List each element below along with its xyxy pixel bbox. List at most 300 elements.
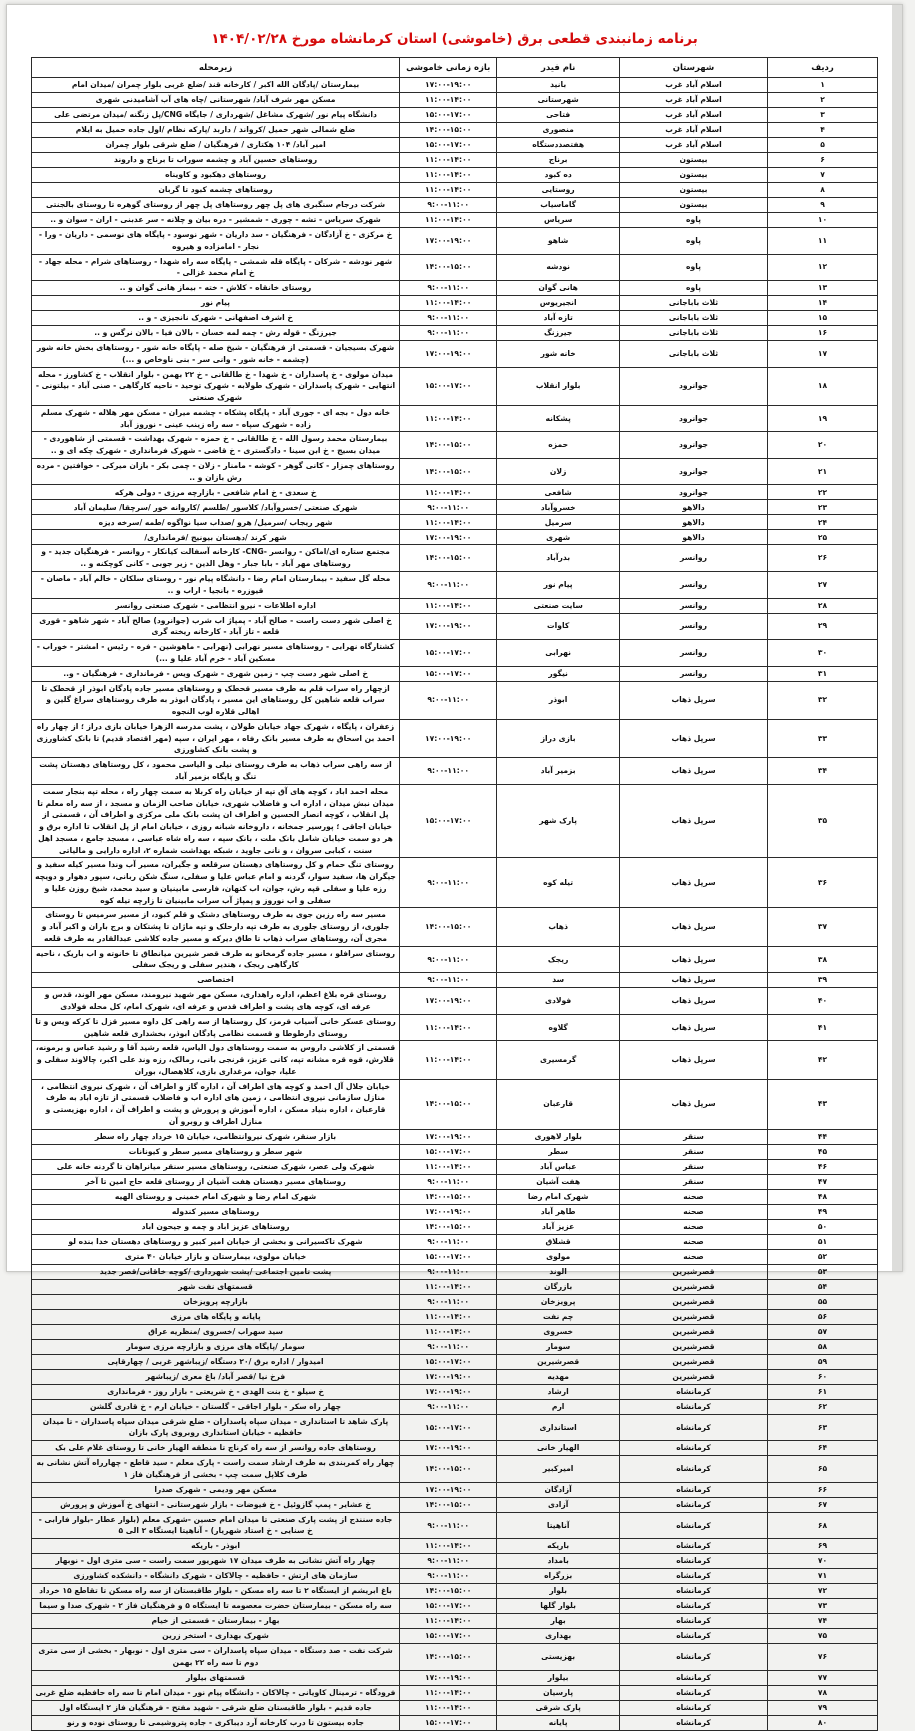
feeder-name-cell: آزادگان xyxy=(497,1482,620,1497)
subarea-cell: روستاهای دهکبود و کاویناه xyxy=(32,168,400,183)
feeder-name-cell: فولادی xyxy=(497,988,620,1015)
row-number-cell: ۱۲ xyxy=(768,254,878,281)
time-window-cell: ۹:۰۰-۱۱:۰۰ xyxy=(400,281,497,296)
county-cell: سرپل ذهاب xyxy=(619,946,767,973)
row-number-cell: ۹ xyxy=(768,198,878,213)
feeder-name-cell: بهداری xyxy=(497,1629,620,1644)
subarea-cell: ازچهار راه سراب قلم به طرف مسیر قحطک و روستاهای مسیر جاده پادگان ابوذر از قحطک تا سراب قلعه شاهین کل روستاهای این مسیر ، پادگان ابوذر به طرف روستاهای سراغ گلین و اهالی قلاره لوب النجوه xyxy=(32,681,400,719)
row-number-cell: ۴۴ xyxy=(768,1129,878,1144)
time-window-cell: ۱۱:۰۰-۱۴:۰۰ xyxy=(400,1041,497,1079)
table-row xyxy=(32,500,878,515)
row-number-cell: ۲۳ xyxy=(768,500,878,515)
time-window-cell: ۱۵:۰۰-۱۷:۰۰ xyxy=(400,1249,497,1264)
county-cell: صحنه xyxy=(619,1189,767,1204)
subarea-cell: روستای عسکر خانی آسیاب قرمز، کل روستاها از سه راهی کل داوه مسیر قزل تا کرکه ویس و تا روستای دارطوطا و قسمت نظامی پادگان ابوذر، بخشداری قلعه شاهین xyxy=(32,1014,400,1041)
county-cell: دالاهو xyxy=(619,530,767,545)
table-row xyxy=(32,405,878,432)
table-row xyxy=(32,1539,878,1554)
subarea-cell: امیدوار / اداره برق /۲۰ دستگاه /زیباشهر غربی / چهارقاپی xyxy=(32,1354,400,1369)
time-window-cell: ۱۴:۰۰-۱۵:۰۰ xyxy=(400,1584,497,1599)
feeder-name-cell: بامداد xyxy=(497,1554,620,1569)
subarea-cell: پارک شاهد تا استانداری - میدان سپاه پاسداران - ضلع شرقی میدان سپاه پاسداران - تا میدان حافظیه - خیابان استانداری روبروی پارک بازان xyxy=(32,1414,400,1441)
feeder-name-cell: قشلاق xyxy=(497,1234,620,1249)
table-row xyxy=(32,1189,878,1204)
county-cell: بیستون xyxy=(619,198,767,213)
feeder-name-cell: ریجک xyxy=(497,946,620,973)
table-row xyxy=(32,908,878,946)
time-window-cell: ۱۷:۰۰-۱۹:۰۰ xyxy=(400,613,497,640)
scanned-page xyxy=(6,4,903,1727)
feeder-name-cell: سایت صنعتی xyxy=(497,598,620,613)
row-number-cell: ۶۱ xyxy=(768,1384,878,1399)
subarea-cell: روستای سرافلو ، مسیر جاده گرمخانو به طرف قصر شیرین میانطاق تا خانوته و اب باریک ، ناحیه کارگاهی ریجک ، هندیر سفلی و ریجک سفلی xyxy=(32,946,400,973)
subarea-cell: شرکت نفت - صد دستگاه - میدان سپاه پاسداران - سی متری اول - نوبهار - بخشی از سی متری دوم تا سه راه ۲۲ بهمن xyxy=(32,1644,400,1671)
county-cell: ثلاث باباجانی xyxy=(619,311,767,326)
subarea-cell: خ اشرف اصفهانی - شهرک نانجیزی - و .. xyxy=(32,311,400,326)
subarea-cell: بهار - بیمارستان - قسمتی از خیام xyxy=(32,1614,400,1629)
time-window-cell: ۱۷:۰۰-۱۹:۰۰ xyxy=(400,341,497,368)
time-window-cell: ۱۷:۰۰-۱۹:۰۰ xyxy=(400,988,497,1015)
subarea-cell: شهر کرند /دهستان بیونیج /فرمانداری/ xyxy=(32,530,400,545)
feeder-name-cell: ارشاد xyxy=(497,1384,620,1399)
time-window-cell: ۹:۰۰-۱۱:۰۰ xyxy=(400,946,497,973)
subarea-cell: بیمارستان /پادگان الله اکبر / کارخانه قند /ضلع غربی بلوار چمران /میدان امام xyxy=(32,78,400,93)
time-window-cell: ۱۷:۰۰-۱۹:۰۰ xyxy=(400,1670,497,1685)
feeder-name-cell: خانه شور xyxy=(497,341,620,368)
feeder-name-cell: تازه آباد xyxy=(497,311,620,326)
row-number-cell: ۵۹ xyxy=(768,1354,878,1369)
column-header-time-window: بازه زمانی خاموشی xyxy=(400,58,497,78)
time-window-cell: ۱۴:۰۰-۱۵:۰۰ xyxy=(400,1079,497,1129)
subarea-cell: اداره اطلاعات - نیرو انتظامی - شهرک صنعتی روانسر xyxy=(32,598,400,613)
table-row xyxy=(32,640,878,667)
time-window-cell: ۹:۰۰-۱۱:۰۰ xyxy=(400,1399,497,1414)
feeder-name-cell: مولوی xyxy=(497,1249,620,1264)
feeder-name-cell: جیرزنگ xyxy=(497,326,620,341)
county-cell: ثلاث باباجانی xyxy=(619,341,767,368)
subarea-cell: خ سیلو - خ بنت الهدی - خ شریعتی - بازار روز - فرمانداری xyxy=(32,1384,400,1399)
table-row xyxy=(32,1144,878,1159)
county-cell: بیستون xyxy=(619,168,767,183)
row-number-cell: ۳۴ xyxy=(768,758,878,785)
county-cell: بیستون xyxy=(619,153,767,168)
county-cell: سرپل ذهاب xyxy=(619,908,767,946)
time-window-cell: ۱۵:۰۰-۱۷:۰۰ xyxy=(400,1599,497,1614)
table-row xyxy=(32,946,878,973)
row-number-cell: ۱۳ xyxy=(768,281,878,296)
feeder-name-cell: بازی دراز xyxy=(497,719,620,757)
time-window-cell: ۱۵:۰۰-۱۷:۰۰ xyxy=(400,1715,497,1730)
table-row xyxy=(32,213,878,228)
row-number-cell: ۳۸ xyxy=(768,946,878,973)
time-window-cell: ۱۱:۰۰-۱۴:۰۰ xyxy=(400,1700,497,1715)
county-cell: قصرشیرین xyxy=(619,1294,767,1309)
subarea-cell: روستای تنگ حمام و کل روستاهای دهستان سرقلعه و جگیران، مسیر آب وندا مسیر کیله سفید و جیگران ها، سفید سوار، گردنه و امام عباس علیا و سفلی، سنگ شکن ربانی، سپور دهوار و دویچه رزه علیا و سفلی قپه رش، جوان، اب کنهان، فارسی مابینیان و سید محمد، شیخ روزن علیا و سفلی و اب نوروز و پمپاژ آب سراب مابینیان تا زارچه تیله کوه xyxy=(32,858,400,908)
table-row xyxy=(32,1204,878,1219)
time-window-cell: ۱۱:۰۰-۱۴:۰۰ xyxy=(400,168,497,183)
table-row xyxy=(32,598,878,613)
time-window-cell: ۹:۰۰-۱۱:۰۰ xyxy=(400,1569,497,1584)
time-window-cell: ۱۱:۰۰-۱۴:۰۰ xyxy=(400,153,497,168)
subarea-cell: خ مرکزی - خ آزادگان - فرهنگیان - سد داریان - شهر نوسود - پایگاه های نوسمی - داریان - ورا - نجار - امامزاده و هیروه xyxy=(32,228,400,255)
table-row xyxy=(32,1482,878,1497)
feeder-name-cell: سریاس xyxy=(497,213,620,228)
row-number-cell: ۲۱ xyxy=(768,458,878,485)
table-row xyxy=(32,1279,878,1294)
table-row xyxy=(32,1234,878,1249)
feeder-name-cell: زلان xyxy=(497,458,620,485)
subarea-cell: قسمتهای بیلوار xyxy=(32,1670,400,1685)
feeder-name-cell: باریکه xyxy=(497,1539,620,1554)
table-row xyxy=(32,78,878,93)
time-window-cell: ۹:۰۰-۱۱:۰۰ xyxy=(400,1512,497,1539)
subarea-cell: سازمان های ارتش - حافظیه - چالاکان - شهرک دانشگاه - دانشکده کشاورزی xyxy=(32,1569,400,1584)
time-window-cell: ۱۱:۰۰-۱۴:۰۰ xyxy=(400,1279,497,1294)
subarea-cell: خانه دول - بجه ای - جوری آباد - پایگاه پشکاه - چشمه میران - مسکن مهر هلاله - شهرک مسلم زاده - شهرک سپاه - سه راه زینب عینی - نوروز آباد xyxy=(32,405,400,432)
subarea-cell: شهرک امام رضا و شهرک امام خمینی و روستای الهیه xyxy=(32,1189,400,1204)
row-number-cell: ۷۷ xyxy=(768,1670,878,1685)
county-cell: جوانرود xyxy=(619,405,767,432)
subarea-cell: بازارچه پرویزخان xyxy=(32,1294,400,1309)
feeder-name-cell: بیلوار xyxy=(497,1670,620,1685)
table-row xyxy=(32,858,878,908)
feeder-name-cell: هانی گوان xyxy=(497,281,620,296)
time-window-cell: ۱۷:۰۰-۱۹:۰۰ xyxy=(400,530,497,545)
county-cell: کرمانشاه xyxy=(619,1584,767,1599)
time-window-cell: ۱۵:۰۰-۱۷:۰۰ xyxy=(400,1629,497,1644)
table-row xyxy=(32,1644,878,1671)
row-number-cell: ۵۶ xyxy=(768,1309,878,1324)
county-cell: دالاهو xyxy=(619,515,767,530)
time-window-cell: ۱۵:۰۰-۱۷:۰۰ xyxy=(400,666,497,681)
feeder-name-cell: هفتصددستگاه xyxy=(497,138,620,153)
row-number-cell: ۱۱ xyxy=(768,228,878,255)
feeder-name-cell: تیله کوه xyxy=(497,858,620,908)
time-window-cell: ۹:۰۰-۱۱:۰۰ xyxy=(400,758,497,785)
feeder-name-cell: بلوار لاهوری xyxy=(497,1129,620,1144)
feeder-name-cell: آناهیتا xyxy=(497,1512,620,1539)
feeder-name-cell: شافعی xyxy=(497,485,620,500)
table-row xyxy=(32,1512,878,1539)
feeder-name-cell: نهرابی xyxy=(497,640,620,667)
subarea-cell: روستاهای جاده روانسر از سه راه کرناچ تا منطقه الهیار خانی تا روستای غلام علی بک xyxy=(32,1441,400,1456)
column-header-feeder: نام فیدر xyxy=(497,58,620,78)
feeder-name-cell: پشکانه xyxy=(497,405,620,432)
time-window-cell: ۹:۰۰-۱۱:۰۰ xyxy=(400,1294,497,1309)
time-window-cell: ۱۱:۰۰-۱۴:۰۰ xyxy=(400,1014,497,1041)
row-number-cell: ۴۸ xyxy=(768,1189,878,1204)
subarea-cell: فرودگاه - ترمینال کاویانی - چالاکان - دانشگاه پیام نور - میدان امام تا سه راه حافظیه ضلع غربی xyxy=(32,1685,400,1700)
subarea-cell: قسمتهای نفت شهر xyxy=(32,1279,400,1294)
time-window-cell: ۱۵:۰۰-۱۷:۰۰ xyxy=(400,784,497,858)
time-window-cell: ۱۵:۰۰-۱۷:۰۰ xyxy=(400,1144,497,1159)
table-row xyxy=(32,1324,878,1339)
row-number-cell: ۲۶ xyxy=(768,545,878,572)
feeder-name-cell: بازرگان xyxy=(497,1279,620,1294)
row-number-cell: ۶۳ xyxy=(768,1414,878,1441)
county-cell: کرمانشاه xyxy=(619,1497,767,1512)
feeder-name-cell: سطر xyxy=(497,1144,620,1159)
feeder-name-cell: بلوار گلها xyxy=(497,1599,620,1614)
county-cell: صحنه xyxy=(619,1219,767,1234)
county-cell: کرمانشاه xyxy=(619,1456,767,1483)
time-window-cell: ۹:۰۰-۱۱:۰۰ xyxy=(400,681,497,719)
row-number-cell: ۲۲ xyxy=(768,485,878,500)
table-row xyxy=(32,530,878,545)
table-row xyxy=(32,719,878,757)
time-window-cell: ۱۱:۰۰-۱۴:۰۰ xyxy=(400,515,497,530)
subarea-cell: خ اصلی شهر دست چپ - زمین شهری - شهرک ویس - فرمانداری - فرهنگیان - و.. xyxy=(32,666,400,681)
subarea-cell: سه راه مسکن - بیمارستان حضرت معصومه تا ایستگاه ۵ و فرهنگیان فاز ۲ - شهرک صدا و سیما xyxy=(32,1599,400,1614)
county-cell: سرپل ذهاب xyxy=(619,1079,767,1129)
county-cell: کرمانشاه xyxy=(619,1700,767,1715)
table-row xyxy=(32,1129,878,1144)
county-cell: سرپل ذهاب xyxy=(619,1014,767,1041)
row-number-cell: ۷۳ xyxy=(768,1599,878,1614)
table-row xyxy=(32,1309,878,1324)
time-window-cell: ۱۴:۰۰-۱۵:۰۰ xyxy=(400,1456,497,1483)
table-row xyxy=(32,1715,878,1730)
table-row xyxy=(32,198,878,213)
time-window-cell: ۱۴:۰۰-۱۵:۰۰ xyxy=(400,1189,497,1204)
table-row xyxy=(32,681,878,719)
table-row xyxy=(32,1441,878,1456)
row-number-cell: ۳۲ xyxy=(768,681,878,719)
feeder-name-cell: روستایی xyxy=(497,183,620,198)
subarea-cell: چهار راه آتش نشانی به طرف میدان ۱۷ شهریور سمت راست - سی متری اول - نوبهار xyxy=(32,1554,400,1569)
subarea-cell: زعفران ، پایگاه ، شهرک جهاد خیابان طولان ، پشت مدرسه الزهرا خیابان بازی دراز ؛ از چهار راه احمد بن اسحاق به طرف مسیر بانک رفاه ، مهر ایران ، سپه (مهر اقتصاد قدیم) تا بانک کشاورزی و پشت بانک کشاورزی xyxy=(32,719,400,757)
time-window-cell: ۱۵:۰۰-۱۷:۰۰ xyxy=(400,138,497,153)
county-cell: سرپل ذهاب xyxy=(619,1041,767,1079)
time-window-cell: ۱۴:۰۰-۱۵:۰۰ xyxy=(400,1219,497,1234)
feeder-name-cell: شهرک امام رضا xyxy=(497,1189,620,1204)
county-cell: اسلام آباد غرب xyxy=(619,138,767,153)
subarea-cell: قسمتی از کلاشی داروس به سمت روستاهای دول الیاس، قلعه رشید آقا و رشید عباس و برمونه، قلارش، قوه قره مشانه تپه، کانی عزیز، قرنجی بانی، رمالک، رزه وند علی اکبر، چالاوند سفلی و علیا، جوان، مرغداری بازی، کلاهصال، بوران xyxy=(32,1041,400,1079)
feeder-name-cell: ارم xyxy=(497,1399,620,1414)
time-window-cell: ۱۵:۰۰-۱۷:۰۰ xyxy=(400,1354,497,1369)
county-cell: اسلام آباد غرب xyxy=(619,93,767,108)
subarea-cell: روستای قره بلاغ اعظم، اداره راهداری، مسکن مهر شهید نیرومند، مسکن مهر الوند، قدس و عرفه ای، کوچه های پشت و اطراف قدس و عرفه ای، شهرک امام، کل محله فولادی xyxy=(32,988,400,1015)
row-number-cell: ۱۰ xyxy=(768,213,878,228)
subarea-cell: شهرک بسیجیان - قسمتی از فرهنگیان - شیخ صله - پایگاه خانه شور - روستاهای بخش خانه شور (چشمه - خانه شور - وانی سر - بنی ناوخاص و ...) xyxy=(32,341,400,368)
subarea-cell: مسیر سه راه رزین جوی به طرف روستاهای دشتک و قلم کبود، از مسیر سرمیس تا روستای جلوری، از روستای جلوری به طرف تپه دارحلک و تپه ماژان تا پشتکان و برج باران و اکبر آباد و مجری آن، روستاهای سراب ذهاب تا طاق دیرکه و مسیر جاده کلاشی عبدالقادر به طرف قلعه xyxy=(32,908,400,946)
row-number-cell: ۷۰ xyxy=(768,1554,878,1569)
feeder-name-cell: نودشه xyxy=(497,254,620,281)
row-number-cell: ۶۸ xyxy=(768,1512,878,1539)
row-number-cell: ۱۵ xyxy=(768,311,878,326)
county-cell: صحنه xyxy=(619,1204,767,1219)
table-row xyxy=(32,1497,878,1512)
table-row xyxy=(32,254,878,281)
county-cell: کرمانشاه xyxy=(619,1414,767,1441)
county-cell: بیستون xyxy=(619,183,767,198)
county-cell: پاوه xyxy=(619,213,767,228)
feeder-name-cell: بزمیر آباد xyxy=(497,758,620,785)
subarea-cell: پیام نور xyxy=(32,296,400,311)
feeder-name-cell: قصرشیرین xyxy=(497,1354,620,1369)
row-number-cell: ۷ xyxy=(768,168,878,183)
feeder-name-cell: شاهو xyxy=(497,228,620,255)
row-number-cell: ۲۹ xyxy=(768,613,878,640)
scan-edge-artifact xyxy=(892,5,902,1271)
county-cell: روانسر xyxy=(619,666,767,681)
county-cell: پاوه xyxy=(619,254,767,281)
county-cell: سرپل ذهاب xyxy=(619,988,767,1015)
row-number-cell: ۴۰ xyxy=(768,988,878,1015)
feeder-name-cell: بلوار انقلاب xyxy=(497,367,620,405)
feeder-name-cell: الوند xyxy=(497,1264,620,1279)
subarea-cell: شهر ریجاب /سرمیل/ هرو /صداب سیا نواگوه /طمه /سرخه دیزه xyxy=(32,515,400,530)
county-cell: جوانرود xyxy=(619,367,767,405)
subarea-cell: اختصاصی xyxy=(32,973,400,988)
feeder-name-cell: الهیار خانی xyxy=(497,1441,620,1456)
row-number-cell: ۲۵ xyxy=(768,530,878,545)
feeder-name-cell: پرویزخان xyxy=(497,1294,620,1309)
feeder-name-cell: هفت آشیان xyxy=(497,1174,620,1189)
subarea-cell: دانشگاه پیام نور /شهرک مشاغل /شهرداری / جایگاه CNG/پل زنگنه /میدان مرتضی علی xyxy=(32,108,400,123)
time-window-cell: ۱۱:۰۰-۱۴:۰۰ xyxy=(400,598,497,613)
table-row xyxy=(32,138,878,153)
time-window-cell: ۹:۰۰-۱۱:۰۰ xyxy=(400,572,497,599)
county-cell: جوانرود xyxy=(619,432,767,459)
feeder-name-cell: طاهر آباد xyxy=(497,1204,620,1219)
table-row xyxy=(32,1554,878,1569)
table-row xyxy=(32,367,878,405)
table-row xyxy=(32,432,878,459)
county-cell: روانسر xyxy=(619,598,767,613)
subarea-cell: میدان مولوی - خ پاسداران - خ شهدا - خ طالقانی - خ ۲۲ بهمن - بلوار انقلاب - خ کشاورز - محله انتهایی - شهرک پاسداران - شهرک طولابه - شهرک توحید - ناحیه کارگاهی - صنی آباد - بیلتونی - شهرک صنعتی xyxy=(32,367,400,405)
table-row xyxy=(32,1384,878,1399)
feeder-name-cell: گرمسیری xyxy=(497,1041,620,1079)
time-window-cell: ۱۷:۰۰-۱۹:۰۰ xyxy=(400,1482,497,1497)
row-number-cell: ۱۹ xyxy=(768,405,878,432)
feeder-name-cell: شهرستانی xyxy=(497,93,620,108)
county-cell: پاوه xyxy=(619,228,767,255)
table-row xyxy=(32,341,878,368)
time-window-cell: ۱۱:۰۰-۱۴:۰۰ xyxy=(400,1685,497,1700)
time-window-cell: ۱۷:۰۰-۱۹:۰۰ xyxy=(400,228,497,255)
subarea-cell: شهر سطر و روستاهای مسیر سطر و کیونانات xyxy=(32,1144,400,1159)
subarea-cell: شهرک سریاس - تشه - چوری - شمشیر - دره بیان و چلانه - سر عدبنی - اران - سوان و .. xyxy=(32,213,400,228)
subarea-cell: بازار سنقر، شهرک نیروانتظامی، خیابان ۱۵ خرداد چهار راه سطر xyxy=(32,1129,400,1144)
table-row xyxy=(32,572,878,599)
column-header-row-number: ردیف xyxy=(768,58,878,78)
table-row xyxy=(32,784,878,858)
table-row xyxy=(32,1264,878,1279)
county-cell: کرمانشاه xyxy=(619,1629,767,1644)
feeder-name-cell: بهزیستی xyxy=(497,1644,620,1671)
time-window-cell: ۱۷:۰۰-۱۹:۰۰ xyxy=(400,1204,497,1219)
row-number-cell: ۱۶ xyxy=(768,326,878,341)
feeder-name-cell: پیام نور xyxy=(497,572,620,599)
time-window-cell: ۹:۰۰-۱۱:۰۰ xyxy=(400,858,497,908)
subarea-cell: محله احمد اباد ، کوچه های آق تپه از خیابان راه کربلا به سمت چهار راه ، محله تپه بنجار سمت میدان نبش میدان ، اداره اب و فاضلاب شهری، خیابان صاحب الزمان و مسجد ، از سه راه معلم تا پل انقلاب ، کوچه انصار الحسین و اطراف ان پشت بانک ملی مرکزی و اطراف آن ، قسمتی از خیابان اجاقی ؛ پورسیر جمخانه ، داروخانه شبانه روزی ، خیابان امام از پل انقلاب تا اداره برق و هر دو سمت خیابان شامل بانک ملت ، بانک سپه ، سه راه شاه عباسی ، مسجد جامع ، مسجد اهل سنت ، کبابی سروان ، و نانی جاوید ، شبکه بهداشت شماره ۲، اداره دارایی و مالیاتی xyxy=(32,784,400,858)
row-number-cell: ۵۴ xyxy=(768,1279,878,1294)
subarea-cell: باغ ابریشم از ایستگاه ۲ تا سه راه مسکن - بلوار طاقبستان از سه راه مسکن تا تقاطع ۱۵ خرداد xyxy=(32,1584,400,1599)
time-window-cell: ۱۱:۰۰-۱۴:۰۰ xyxy=(400,1539,497,1554)
county-cell: سرپل ذهاب xyxy=(619,858,767,908)
county-cell: قصرشیرین xyxy=(619,1369,767,1384)
feeder-name-cell: بزرگراه xyxy=(497,1569,620,1584)
row-number-cell: ۷۶ xyxy=(768,1644,878,1671)
table-row xyxy=(32,1584,878,1599)
table-row xyxy=(32,183,878,198)
county-cell: قصرشیرین xyxy=(619,1324,767,1339)
subarea-cell: سید سهراب /خسروی /منظریه عراق xyxy=(32,1324,400,1339)
subarea-cell: خیابان جلال آل احمد و کوچه های اطراف آن ، اداره گاز و اطراف آن ، شهرک نیروی انتظامی ، منازل سازمانی نیروی انتظامی ، زمین های اداره اب و فاضلاب قسمتی از تازه اباد به طرف قارعبان ، اداره بنیاد مسکن ، اداره آموزش و پرورش و پشت و اطراف آن ، اداره بهزیستی و منازل اطراف و روبرو آن xyxy=(32,1079,400,1129)
row-number-cell: ۱۷ xyxy=(768,341,878,368)
table-row xyxy=(32,1339,878,1354)
table-row xyxy=(32,108,878,123)
time-window-cell: ۱۱:۰۰-۱۴:۰۰ xyxy=(400,183,497,198)
county-cell: کرمانشاه xyxy=(619,1685,767,1700)
column-header-county: شهرستان xyxy=(619,58,767,78)
table-row xyxy=(32,545,878,572)
row-number-cell: ۵۰ xyxy=(768,1219,878,1234)
time-window-cell: ۱۷:۰۰-۱۹:۰۰ xyxy=(400,719,497,757)
row-number-cell: ۸ xyxy=(768,183,878,198)
row-number-cell: ۷۱ xyxy=(768,1569,878,1584)
county-cell: قصرشیرین xyxy=(619,1264,767,1279)
county-cell: سنقر xyxy=(619,1129,767,1144)
county-cell: کرمانشاه xyxy=(619,1441,767,1456)
time-window-cell: ۹:۰۰-۱۱:۰۰ xyxy=(400,500,497,515)
county-cell: سرپل ذهاب xyxy=(619,973,767,988)
row-number-cell: ۷۹ xyxy=(768,1700,878,1715)
row-number-cell: ۲۷ xyxy=(768,572,878,599)
subarea-cell: شهرک تاکسیرانی و بخشی از خیابان امیر کبیر و روستاهای دهستان خدا بنده لو xyxy=(32,1234,400,1249)
county-cell: قصرشیرین xyxy=(619,1309,767,1324)
table-row xyxy=(32,988,878,1015)
subarea-cell: روستاهای عزیز اباد و چمه و جیحون اباد xyxy=(32,1219,400,1234)
table-row xyxy=(32,123,878,138)
feeder-name-cell: بدرآباد xyxy=(497,545,620,572)
county-cell: ثلاث باباجانی xyxy=(619,296,767,311)
subarea-cell: از سه راهی سراب ذهاب به طرف روستای نیلی و الیاسی محمود ، کل روستاهای دهستان پشت تنگ و پایگاه بزمیر آباد xyxy=(32,758,400,785)
table-row xyxy=(32,1700,878,1715)
county-cell: جوانرود xyxy=(619,485,767,500)
table-row xyxy=(32,93,878,108)
feeder-name-cell: استانداری xyxy=(497,1414,620,1441)
row-number-cell: ۲۸ xyxy=(768,598,878,613)
county-cell: صحنه xyxy=(619,1234,767,1249)
county-cell: کرمانشاه xyxy=(619,1399,767,1414)
feeder-name-cell: برناج xyxy=(497,153,620,168)
table-row xyxy=(32,1629,878,1644)
feeder-name-cell: چم نفت xyxy=(497,1309,620,1324)
county-cell: سرپل ذهاب xyxy=(619,681,767,719)
time-window-cell: ۹:۰۰-۱۱:۰۰ xyxy=(400,1264,497,1279)
subarea-cell: ضلع شمالی شهر حمیل /کرواند / داربد /پارکه نظام /اول جاده حمیل به ایلام xyxy=(32,123,400,138)
county-cell: قصرشیرین xyxy=(619,1339,767,1354)
row-number-cell: ۶۲ xyxy=(768,1399,878,1414)
subarea-cell: روستاهای مسیر کندوله xyxy=(32,1204,400,1219)
county-cell: اسلام آباد غرب xyxy=(619,78,767,93)
row-number-cell: ۵۳ xyxy=(768,1264,878,1279)
row-number-cell: ۸۰ xyxy=(768,1715,878,1730)
row-number-cell: ۴۶ xyxy=(768,1159,878,1174)
feeder-name-cell: مهدیه xyxy=(497,1369,620,1384)
subarea-cell: بیمارستان محمد رسول الله - خ طالقانی - خ حمزه - شهرک بهداشت - قسمتی از شاهوردی - میدان بسیج - خ ابن سینا - دادگستری - خ قاضی - شهرک فرمانداری - شهرک چکه ای و .. xyxy=(32,432,400,459)
row-number-cell: ۷۴ xyxy=(768,1614,878,1629)
table-row xyxy=(32,1614,878,1629)
row-number-cell: ۴۷ xyxy=(768,1174,878,1189)
table-row xyxy=(32,1670,878,1685)
time-window-cell: ۹:۰۰-۱۱:۰۰ xyxy=(400,198,497,213)
row-number-cell: ۵۵ xyxy=(768,1294,878,1309)
row-number-cell: ۴۵ xyxy=(768,1144,878,1159)
row-number-cell: ۴۹ xyxy=(768,1204,878,1219)
